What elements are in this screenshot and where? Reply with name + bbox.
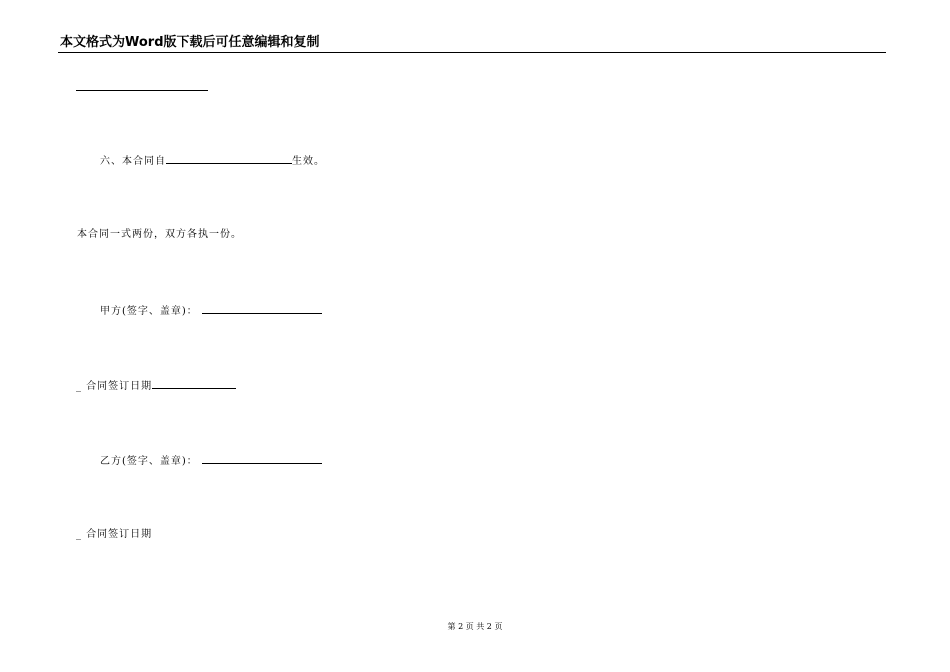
effective-date-blank <box>166 153 292 164</box>
party-a-date-prefix: _ <box>76 381 82 392</box>
party-a-date <box>76 378 236 394</box>
party-b-blank <box>202 453 322 464</box>
party-b-signature <box>100 453 322 469</box>
page-header-title: 本文格式为Word版下载后可任意编辑和复制 <box>60 35 320 50</box>
party-a-date-label: 合同签订日期 <box>86 381 153 392</box>
party-b-label: 乙方(签字、盖章)： <box>100 456 198 467</box>
party-b-date-label: 合同签订日期 <box>86 529 153 540</box>
party-b-date <box>76 528 152 542</box>
party-a-signature <box>100 303 322 319</box>
party-a-date-blank <box>152 378 236 389</box>
party-a-blank <box>202 303 322 314</box>
copies-clause: 本合同一式两份，双方各执一份。 <box>77 229 242 240</box>
header-divider <box>58 52 886 53</box>
party-a-label: 甲方(签字、盖章)： <box>100 306 198 317</box>
top-signature-blank <box>76 90 208 91</box>
clause-6-suffix: 生效。 <box>292 156 325 167</box>
clause-6-prefix: 六、本合同自 <box>100 156 166 167</box>
page-number: 第 2 页 共 2 页 <box>447 622 503 631</box>
clause-6 <box>100 153 325 169</box>
party-b-date-prefix: _ <box>76 529 82 540</box>
